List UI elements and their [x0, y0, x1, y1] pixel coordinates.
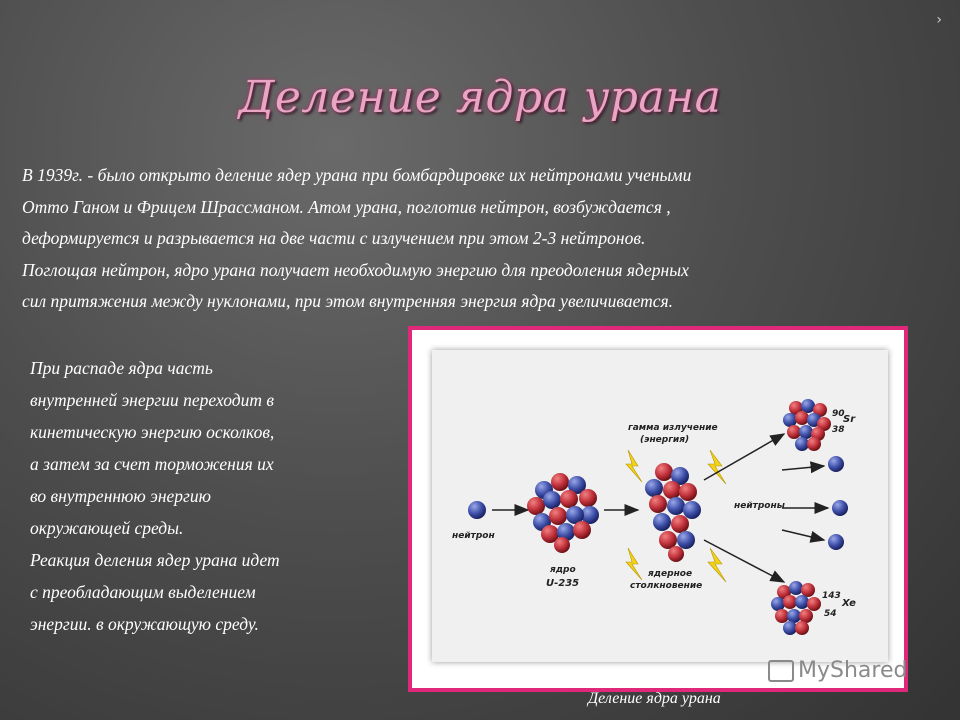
- side-line: При распаде ядра часть: [30, 358, 213, 378]
- strontium-fragment: [783, 399, 831, 451]
- collision-label: ядерное: [648, 569, 693, 579]
- gamma-lightning-icon: [626, 450, 642, 482]
- side-line: кинетическую энергию осколков,: [30, 422, 275, 442]
- sr-atomic-number: 38: [832, 425, 845, 435]
- intro-line: Поглощая нейтрон, ядро урана получает необходимую энергию для преодоления ядерных: [22, 259, 689, 280]
- nucleus-isotope-label: U-235: [546, 578, 580, 589]
- excited-nucleus: [645, 463, 701, 562]
- uranium-nucleus: [527, 473, 599, 553]
- incoming-neutron: [468, 501, 486, 519]
- arrow-to-neutron-3: [782, 530, 824, 540]
- side-line: во внутреннюю энергию: [30, 486, 211, 506]
- figure-background: [412, 330, 904, 688]
- intro-line: деформируется и разрывается на две части с излучением при этом 2-3 нейтронов.: [22, 228, 646, 248]
- side-line: внутренней энергии переходит в: [30, 390, 274, 410]
- intro-line: Отто Ганом и Фрицем Шрассманом. Атом урана, поглотив нейтрон, возбуждается ,: [22, 196, 671, 217]
- side-line: энергии. в окружающую среду.: [30, 614, 259, 634]
- figure-caption: Деление ядра урана: [588, 690, 721, 707]
- collision-label-2: столкновение: [630, 581, 703, 591]
- gamma-label: гамма излучение: [628, 423, 718, 433]
- gamma-energy-label: (энергия): [640, 435, 690, 445]
- sr-mass-number: 90: [832, 409, 845, 419]
- emitted-neutron: [828, 534, 844, 550]
- gamma-lightning-icon: [708, 450, 726, 484]
- side-line: Реакция деления ядер урана идет: [30, 550, 280, 570]
- xe-atomic-number: 54: [824, 609, 837, 619]
- watermark-logo: [768, 658, 928, 688]
- arrow-to-neutron-1: [782, 466, 824, 470]
- nucleus-label: ядро: [550, 565, 576, 575]
- collision-lightning-icon: [626, 548, 642, 580]
- fission-figure-frame: [408, 326, 908, 692]
- slide-title: Деление ядра урана: [238, 72, 722, 123]
- side-line: с преобладающим выделением: [30, 582, 256, 602]
- arrow-to-sr: [704, 434, 784, 480]
- collision-lightning-icon: [708, 548, 726, 582]
- fission-diagram: [432, 350, 888, 662]
- xenon-fragment: [771, 581, 821, 635]
- watermark-text: MyShared: [798, 658, 908, 683]
- presentation-icon: [768, 660, 794, 682]
- neutron-label: нейтрон: [452, 531, 495, 541]
- side-line: а затем за счет торможения их: [30, 454, 274, 474]
- intro-line: сил притяжения между нуклонами, при этом внутренняя энергия ядра увеличивается.: [22, 291, 674, 311]
- intro-line: В 1939г. - было открыто деление ядер урана при бомбардировке их нейтронами учеными: [22, 165, 692, 185]
- emitted-neutron: [832, 500, 848, 516]
- xe-mass-number: 143: [822, 591, 841, 601]
- fission-diagram-svg: [432, 350, 888, 662]
- intro-paragraph: [22, 160, 942, 318]
- xe-symbol: Xe: [842, 598, 856, 609]
- sr-symbol: Sr: [843, 414, 856, 425]
- emitted-neutron: [828, 456, 844, 472]
- neutrons-label: нейтроны: [734, 501, 785, 511]
- slide-corner-marker: ›: [936, 12, 942, 28]
- side-line: окружающей среды.: [30, 518, 184, 538]
- side-paragraph: [30, 352, 380, 640]
